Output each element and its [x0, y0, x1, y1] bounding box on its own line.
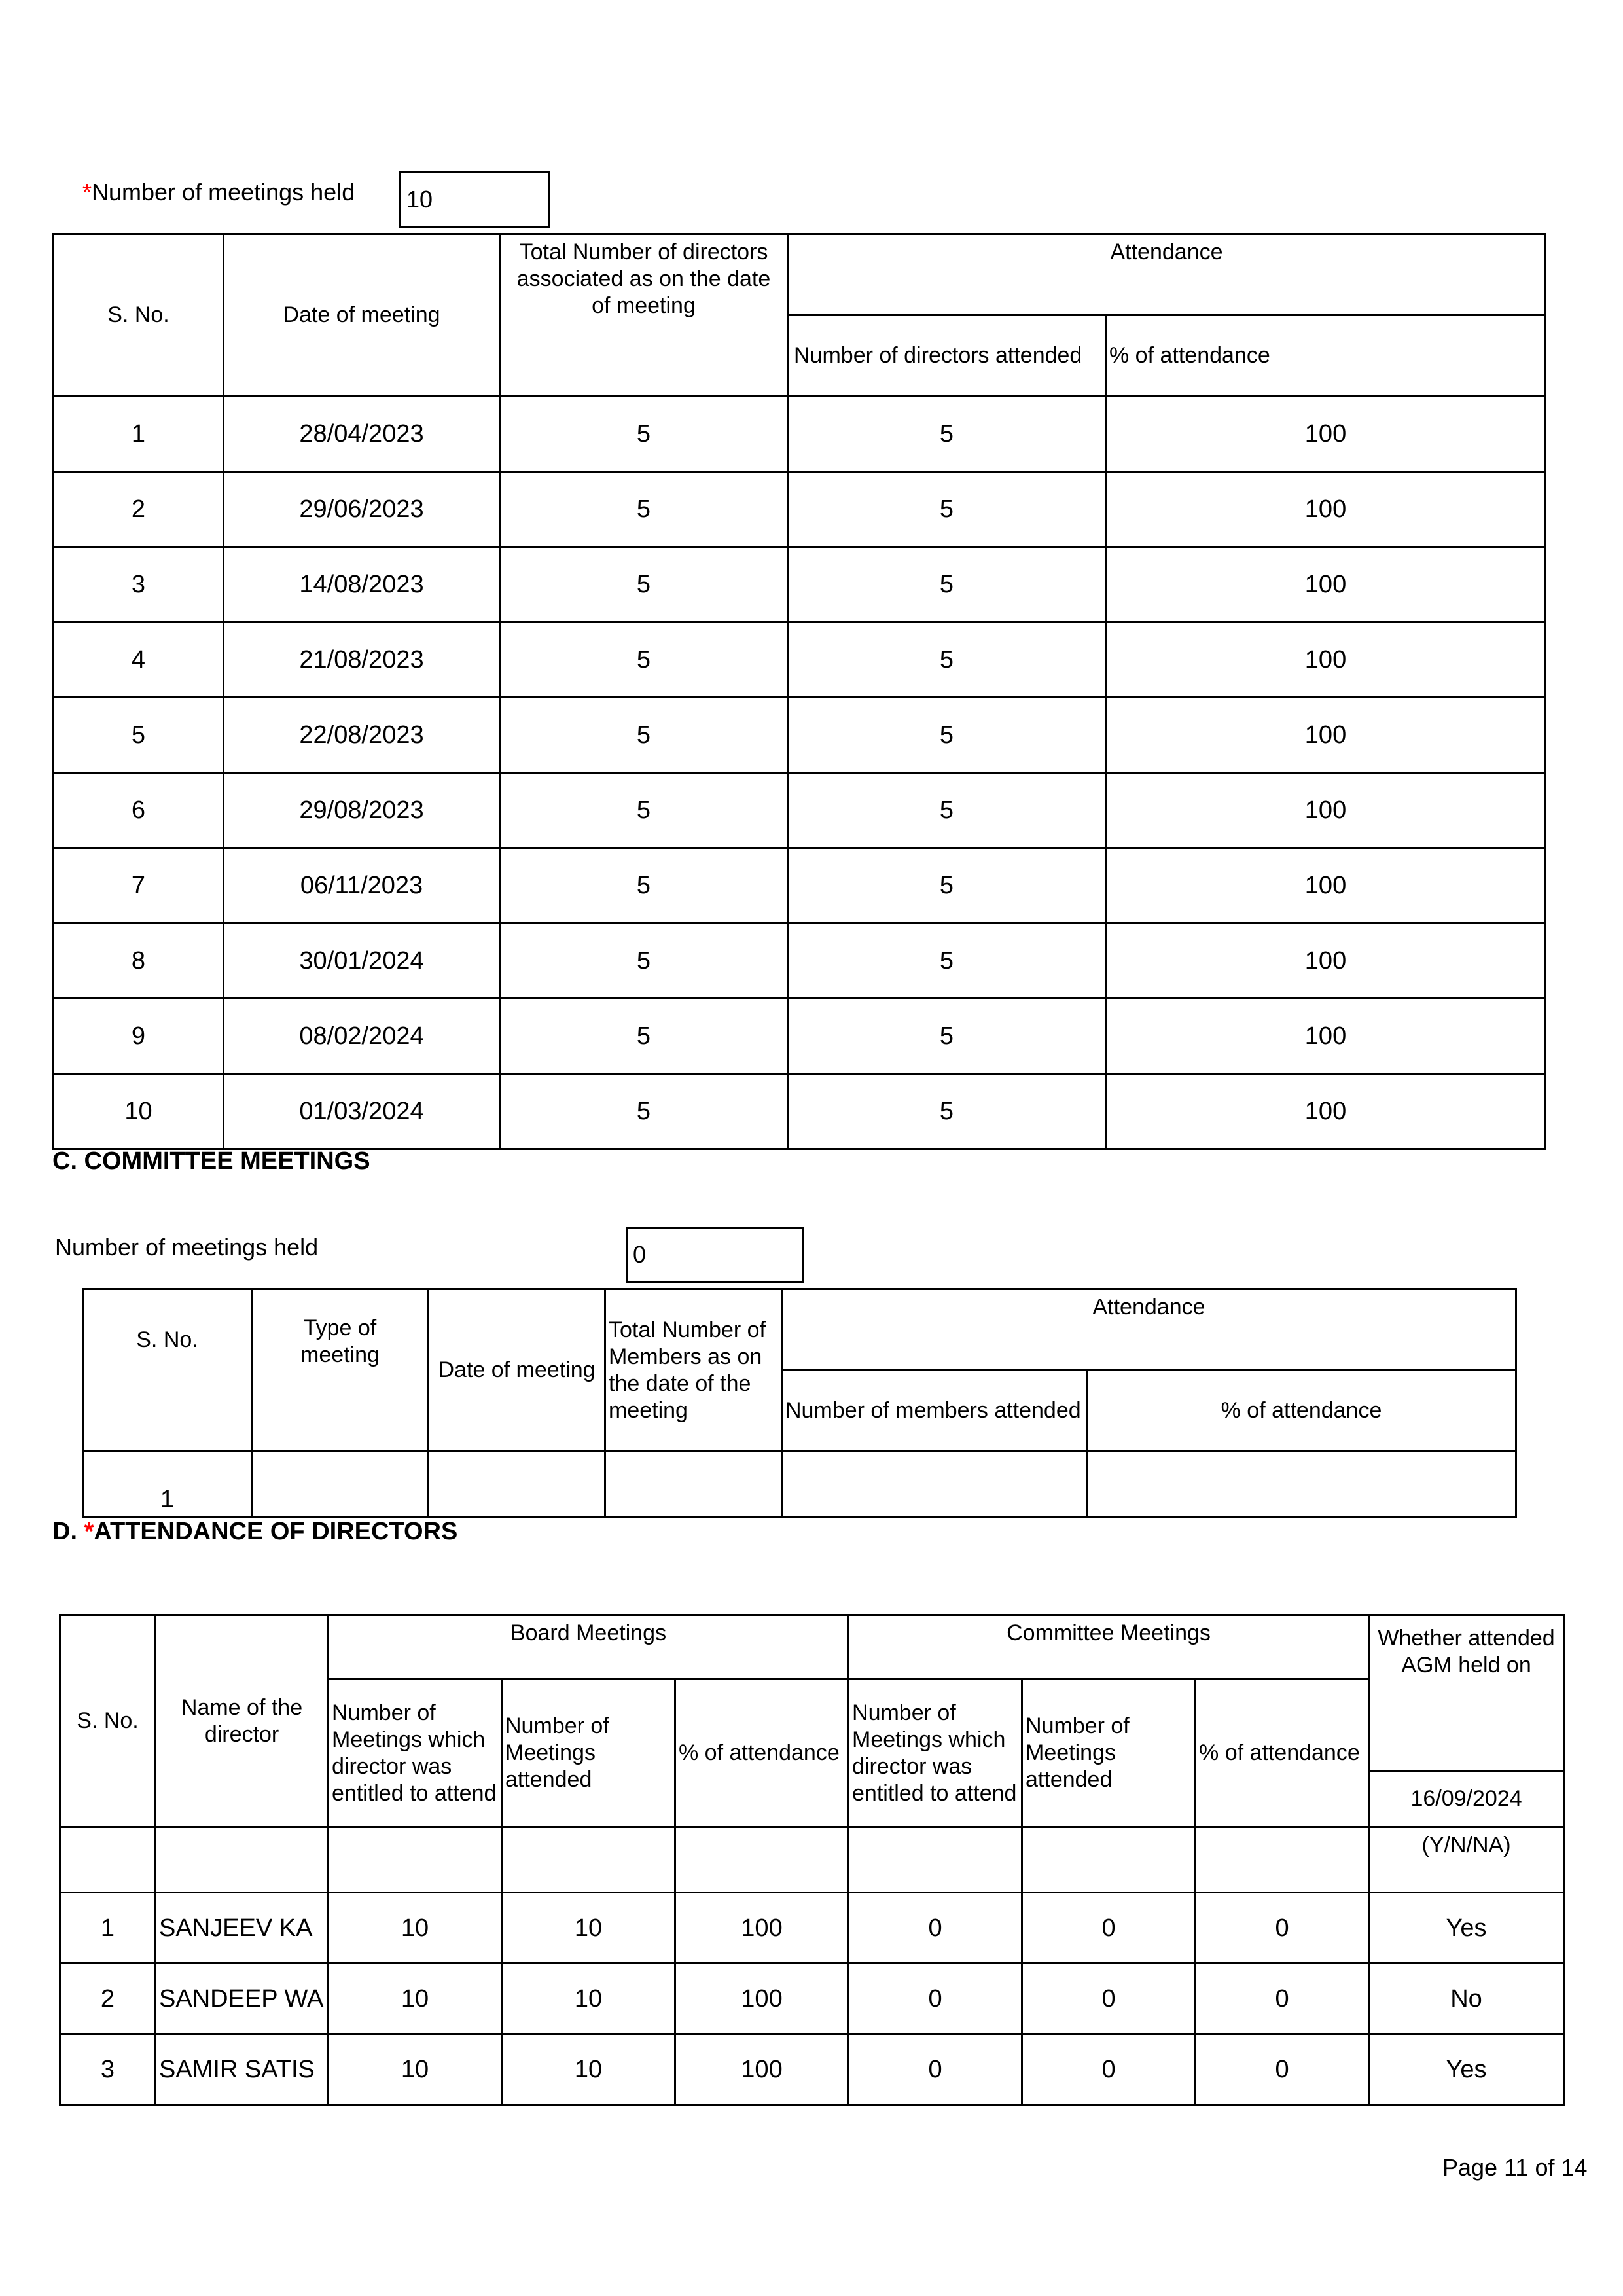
table-row — [54, 622, 1546, 698]
director-row-board-pct: 100 — [675, 1964, 849, 2034]
board-row-date: 30/01/2024 — [224, 924, 500, 999]
board-row-pct-attendance: 100 — [1106, 698, 1546, 773]
board-row-directors-attended: 5 — [788, 547, 1106, 622]
table-row — [54, 397, 1546, 472]
table-row — [54, 924, 1546, 999]
committee-header-date: Date of meeting — [429, 1289, 605, 1452]
committee-meetings-held-field[interactable]: 0 — [626, 1227, 804, 1283]
committee-header-total-members: Total Number of Members as on the date of the meeting — [605, 1289, 782, 1452]
director-row-committee-attended: 0 — [1022, 2034, 1196, 2105]
board-row-date: 21/08/2023 — [224, 622, 500, 698]
directors-header-name: Name of the director — [156, 1615, 329, 1827]
directors-header-spacer — [849, 1827, 1022, 1893]
board-row-pct-attendance: 100 — [1106, 848, 1546, 924]
board-row-sno: 1 — [54, 397, 224, 472]
table-row — [54, 547, 1546, 622]
directors-header-agm: Whether attended AGM held on — [1369, 1615, 1564, 1771]
board-header-pct-attendance: % of attendance — [1106, 315, 1546, 397]
board-row-pct-attendance: 100 — [1106, 999, 1546, 1074]
directors-header-spacer — [1022, 1827, 1196, 1893]
board-meetings-held-field[interactable]: 10 — [399, 171, 550, 228]
board-row-total-directors: 5 — [500, 773, 788, 848]
director-row-name: SANJEEV KA — [156, 1893, 329, 1964]
director-row-board-pct: 100 — [675, 1893, 849, 1964]
board-row-date: 01/03/2024 — [224, 1074, 500, 1149]
committee-row-date — [429, 1452, 605, 1517]
table-row — [60, 1893, 1564, 1964]
board-row-directors-attended: 5 — [788, 698, 1106, 773]
board-row-sno: 4 — [54, 622, 224, 698]
table-row — [54, 472, 1546, 547]
board-row-directors-attended: 5 — [788, 472, 1106, 547]
board-row-sno: 5 — [54, 698, 224, 773]
board-row-pct-attendance: 100 — [1106, 397, 1546, 472]
directors-header-board-entitled: Number of Meetings which director was entitled to attend — [329, 1679, 502, 1827]
board-row-date: 29/06/2023 — [224, 472, 500, 547]
director-row-agm: Yes — [1369, 1893, 1564, 1964]
board-row-total-directors: 5 — [500, 1074, 788, 1149]
board-row-date: 28/04/2023 — [224, 397, 500, 472]
table-row — [54, 698, 1546, 773]
board-row-date: 06/11/2023 — [224, 848, 500, 924]
directors-header-spacer — [502, 1827, 675, 1893]
board-header-attendance: Attendance — [788, 234, 1546, 315]
table-row — [60, 2034, 1564, 2105]
page-number: Page 11 of 14 — [1442, 2154, 1588, 2181]
committee-row-pct-attendance — [1087, 1452, 1516, 1517]
required-asterisk: * — [82, 179, 92, 206]
board-row-directors-attended: 5 — [788, 848, 1106, 924]
board-meetings-table — [52, 233, 1546, 1150]
director-row-sno: 2 — [60, 1964, 156, 2034]
board-row-total-directors: 5 — [500, 999, 788, 1074]
board-row-directors-attended: 5 — [788, 924, 1106, 999]
table-row — [54, 773, 1546, 848]
board-row-sno: 6 — [54, 773, 224, 848]
board-row-directors-attended: 5 — [788, 773, 1106, 848]
board-header-total-directors: Total Number of directors associated as on the date of meeting — [500, 234, 788, 397]
director-row-name: SAMIR SATIS — [156, 2034, 329, 2105]
director-row-committee-pct: 0 — [1196, 2034, 1369, 2105]
committee-row-type — [252, 1452, 429, 1517]
committee-meetings-table — [82, 1288, 1517, 1518]
board-row-sno: 8 — [54, 924, 224, 999]
committee-header-attendance: Attendance — [782, 1289, 1516, 1371]
board-header-directors-attended: Number of directors attended — [788, 315, 1106, 397]
required-asterisk: * — [84, 1518, 94, 1545]
board-row-pct-attendance: 100 — [1106, 622, 1546, 698]
board-row-total-directors: 5 — [500, 397, 788, 472]
board-row-date: 22/08/2023 — [224, 698, 500, 773]
board-row-total-directors: 5 — [500, 622, 788, 698]
committee-header-sno: S. No. — [83, 1289, 252, 1452]
director-row-board-entitled: 10 — [329, 2034, 502, 2105]
board-row-date: 14/08/2023 — [224, 547, 500, 622]
board-row-sno: 7 — [54, 848, 224, 924]
director-row-board-entitled: 10 — [329, 1893, 502, 1964]
directors-section-title: D. *ATTENDANCE OF DIRECTORS — [52, 1518, 458, 1545]
committee-header-pct-attendance: % of attendance — [1087, 1371, 1516, 1452]
director-row-committee-attended: 0 — [1022, 1964, 1196, 2034]
directors-attendance-table — [59, 1614, 1565, 2106]
table-row — [83, 1452, 1516, 1517]
board-header-sno: S. No. — [54, 234, 224, 397]
board-row-directors-attended: 5 — [788, 622, 1106, 698]
table-row — [54, 999, 1546, 1074]
board-row-total-directors: 5 — [500, 472, 788, 547]
director-row-board-attended: 10 — [502, 1893, 675, 1964]
board-row-pct-attendance: 100 — [1106, 1074, 1546, 1149]
director-row-committee-entitled: 0 — [849, 2034, 1022, 2105]
board-row-pct-attendance: 100 — [1106, 472, 1546, 547]
directors-header-board-pct: % of attendance — [675, 1679, 849, 1827]
director-row-committee-entitled: 0 — [849, 1893, 1022, 1964]
committee-meetings-held-label: Number of meetings held — [55, 1234, 319, 1261]
director-row-agm: No — [1369, 1964, 1564, 2034]
directors-header-sno: S. No. — [60, 1615, 156, 1827]
directors-header-committee-entitled: Number of Meetings which director was entitled to attend — [849, 1679, 1022, 1827]
board-row-sno: 3 — [54, 547, 224, 622]
directors-header-committee-meetings: Committee Meetings — [849, 1615, 1369, 1679]
committee-header-type: Type of meeting — [252, 1289, 429, 1452]
board-meetings-held-label: *Number of meetings held — [82, 179, 355, 206]
director-row-committee-entitled: 0 — [849, 1964, 1022, 2034]
committee-header-members-attended: Number of members attended — [782, 1371, 1087, 1452]
board-header-date: Date of meeting — [224, 234, 500, 397]
directors-header-board-attended: Number of Meetings attended — [502, 1679, 675, 1827]
director-row-board-entitled: 10 — [329, 1964, 502, 2034]
director-row-board-attended: 10 — [502, 2034, 675, 2105]
directors-header-agm-options: (Y/N/NA) — [1369, 1827, 1564, 1893]
directors-header-name-spacer — [156, 1827, 329, 1893]
board-row-date: 29/08/2023 — [224, 773, 500, 848]
committee-row-sno: 1 — [83, 1452, 252, 1517]
board-row-total-directors: 5 — [500, 848, 788, 924]
board-row-total-directors: 5 — [500, 924, 788, 999]
board-row-sno: 10 — [54, 1074, 224, 1149]
directors-header-board-meetings: Board Meetings — [329, 1615, 849, 1679]
director-row-committee-pct: 0 — [1196, 1964, 1369, 2034]
table-row — [60, 1964, 1564, 2034]
board-row-directors-attended: 5 — [788, 397, 1106, 472]
table-row — [54, 1074, 1546, 1149]
committee-section-title: C. COMMITTEE MEETINGS — [52, 1147, 370, 1175]
directors-header-spacer — [1196, 1827, 1369, 1893]
table-row — [54, 848, 1546, 924]
board-row-sno: 2 — [54, 472, 224, 547]
director-row-name: SANDEEP WA — [156, 1964, 329, 2034]
board-row-pct-attendance: 100 — [1106, 547, 1546, 622]
board-row-directors-attended: 5 — [788, 1074, 1106, 1149]
director-row-sno: 1 — [60, 1893, 156, 1964]
directors-header-committee-attended: Number of Meetings attended — [1022, 1679, 1196, 1827]
director-row-agm: Yes — [1369, 2034, 1564, 2105]
board-row-pct-attendance: 100 — [1106, 924, 1546, 999]
committee-row-total-members — [605, 1452, 782, 1517]
board-row-sno: 9 — [54, 999, 224, 1074]
directors-header-agm-date: 16/09/2024 — [1369, 1771, 1564, 1827]
directors-header-committee-pct: % of attendance — [1196, 1679, 1369, 1827]
committee-row-members-attended — [782, 1452, 1087, 1517]
directors-header-sno-spacer — [60, 1827, 156, 1893]
directors-header-spacer — [329, 1827, 502, 1893]
director-row-committee-pct: 0 — [1196, 1893, 1369, 1964]
board-row-pct-attendance: 100 — [1106, 773, 1546, 848]
director-row-committee-attended: 0 — [1022, 1893, 1196, 1964]
board-row-total-directors: 5 — [500, 547, 788, 622]
director-row-sno: 3 — [60, 2034, 156, 2105]
director-row-board-pct: 100 — [675, 2034, 849, 2105]
directors-header-spacer — [675, 1827, 849, 1893]
board-row-directors-attended: 5 — [788, 999, 1106, 1074]
board-row-total-directors: 5 — [500, 698, 788, 773]
director-row-board-attended: 10 — [502, 1964, 675, 2034]
board-row-date: 08/02/2024 — [224, 999, 500, 1074]
